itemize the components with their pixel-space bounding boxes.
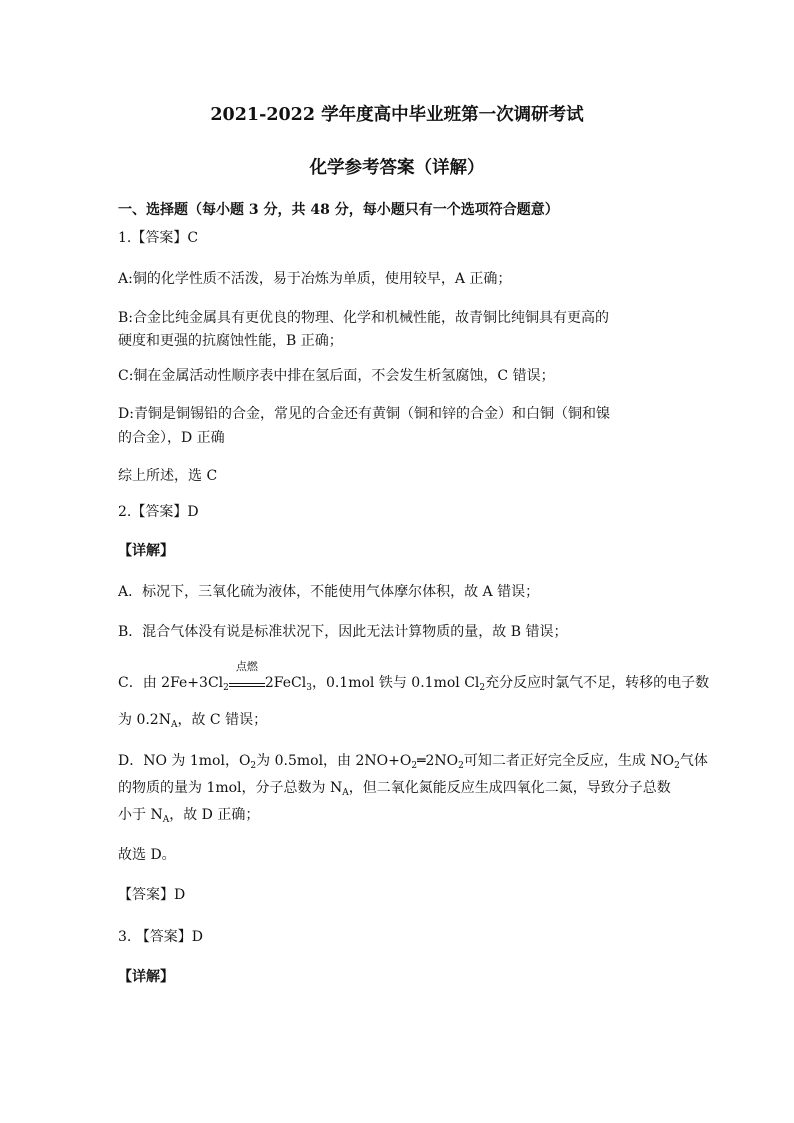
d1-d: 可知二者正好完全反应，生成 NO [463, 753, 675, 769]
subscript: 2 [674, 761, 680, 771]
q1-option-c: C:铜在金属活动性顺序表中排在氢后面，不会发生析氢腐蚀，C 错误； [118, 368, 555, 384]
q1-option-a: A:铜的化学性质不活泼，易于冶炼为单质，使用较早，A 正确； [118, 271, 512, 287]
q1-option-b-line2: 硬度和更强的抗腐蚀性能，B 正确； [118, 333, 343, 349]
d1-e: 气体 [679, 753, 708, 769]
d1-a: D．NO 为 1mol，O [118, 753, 251, 769]
subscript: 2 [250, 761, 257, 771]
double-bar [229, 683, 265, 687]
d1-b: 为 0.5mol，由 2NO+O [256, 753, 412, 769]
subscript: 2 [223, 683, 229, 693]
subscript: A [342, 788, 349, 798]
q2-option-c-line1 [118, 660, 710, 693]
subscript: A [162, 815, 170, 825]
q2-option-b: B．混合气体没有说是标准状况下，因此无法计算物质的量，故 B 错误； [118, 624, 568, 640]
q2-detail-label: 【详解】 [118, 543, 174, 559]
d1-c: ═2NO [417, 753, 459, 769]
q3-answer: 3. 【答案】D [118, 929, 204, 945]
q2-option-d-line2 [118, 779, 671, 797]
q1-answer: 1.【答案】C [118, 230, 199, 246]
q2-option-a: A．标况下，三氧化硫为液体，不能使用气体摩尔体积，故 A 错误； [118, 584, 540, 600]
d2-b: ，但二氧化氮能反应生成四氧化二氮，导致分子总数 [348, 780, 671, 796]
c-text-prefix: C．由 2Fe+3Cl [118, 675, 224, 691]
subscript: 2 [479, 683, 486, 693]
page-title: 2021-2022 学年度高中毕业班第一次调研考试 [210, 105, 584, 125]
subscript: A [170, 720, 178, 730]
q1-option-d-line2: 的合金），D 正确 [118, 430, 225, 446]
q3-detail-label: 【详解】 [118, 969, 174, 985]
reaction-condition: 点燃 [235, 660, 258, 673]
q1-summary: 综上所述，选 C [118, 468, 218, 484]
q2-answer: 2.【答案】D [118, 504, 199, 520]
d3-b: ，故 D 正确； [169, 807, 260, 823]
d2-a: 的物质的量为 1mol，分子总数为 N [118, 780, 343, 796]
q1-option-d-line1: D:青铜是铜锡铅的合金，常见的合金还有黄铜（铜和锌的合金）和白铜（铜和镍 [118, 406, 610, 422]
q2-option-d-line3 [118, 806, 259, 824]
q2-answer-repeat: 【答案】D [118, 887, 186, 903]
subscript: 2 [411, 761, 418, 771]
c-text-mid: 2FeCl [264, 675, 307, 691]
page-subtitle: 化学参考答案（详解） [309, 158, 485, 178]
c-text-suffix: 充分反应时氯气不足，转移的电子数 [485, 675, 710, 691]
q2-option-d-line1 [118, 752, 708, 770]
subscript: 3 [306, 683, 312, 693]
reaction-condition-arrow [229, 660, 265, 687]
subscript: 2 [458, 761, 464, 771]
q2-option-c-line2 [118, 711, 267, 729]
c2-text-suffix: ，故 C 错误； [177, 712, 268, 728]
c-text-mid2: ，0.1mol 铁与 0.1mol Cl [311, 675, 480, 691]
c2-text-prefix: 为 0.2N [118, 712, 171, 728]
section-heading: 一、选择题（每小题 3 分，共 48 分，每小题只有一个选项符合题意） [118, 202, 559, 218]
q1-option-b-line1: B:合金比纯金属具有更优良的物理、化学和机械性能，故青铜比纯铜具有更高的 [118, 310, 610, 326]
q2-conclusion: 故选 D。 [118, 847, 176, 863]
d3-a: 小于 N [118, 807, 163, 823]
